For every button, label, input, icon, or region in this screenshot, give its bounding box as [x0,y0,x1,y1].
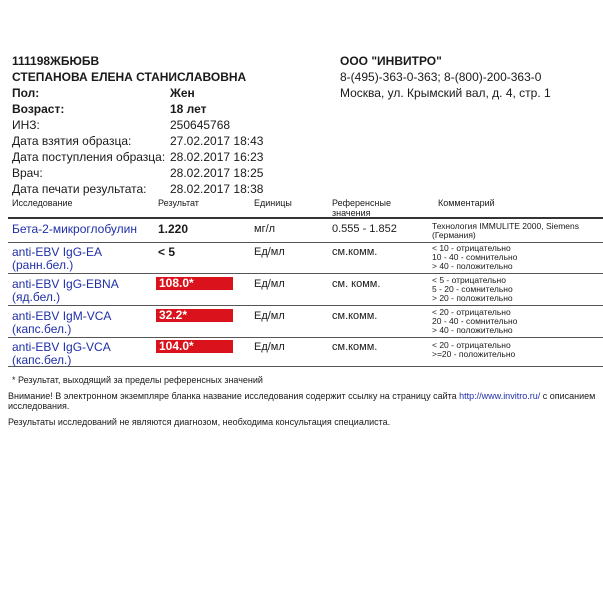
test-name[interactable]: anti-EBV IgG-EBNA [12,277,119,291]
patient-name: СТЕПАНОВА ЕЛЕНА СТАНИСЛАВОВНА [12,70,247,84]
test-name-subtitle[interactable]: (ранн.бел.) [12,258,74,272]
date-received-value: 28.02.2017 16:23 [170,150,264,164]
header-reference-line2: значения [332,208,371,218]
units-value: Ед/мл [254,278,285,290]
lab-address: Москва, ул. Крымский вал, д. 4, стр. 1 [340,86,551,100]
comment-line: < 5 - отрицательно [432,275,506,285]
comment-line: > 40 - положительно [432,261,513,271]
date-print-value: 28.02.2017 18:38 [170,182,264,196]
row-divider [8,337,603,338]
test-name[interactable]: anti-EBV IgM-VCA [12,309,112,323]
attention-note [8,391,595,401]
result-value: 1.220 [158,222,189,236]
reference-value: см. комм. [332,278,381,290]
flagged-result: 104.0* [156,340,233,353]
row-divider [8,273,603,274]
header-divider [8,217,603,219]
age-label: Возраст: [12,102,65,116]
flagged-result: 108.0* [156,277,233,290]
test-name[interactable]: anti-EBV IgG-EA [12,245,103,259]
date-taken-value: 27.02.2017 18:43 [170,134,264,148]
date-taken-label: Дата взятия образца: [12,134,132,148]
attention-text: Внимание! В электронном экземпляре бланка название исследования содержит ссылку на страницу сайта [8,391,457,401]
date-print-label: Дата печати результата: [12,182,147,196]
comment-line: < 20 - отрицательно [432,340,511,350]
reference-value: 0.555 - 1.852 [332,223,397,235]
result-value: < 5 [158,245,176,259]
test-name[interactable]: anti-EBV IgG-VCA [12,340,111,354]
row-divider [8,366,603,367]
lab-name: ООО "ИНВИТРО" [340,54,442,68]
reference-value: см.комм. [332,246,378,258]
header-units: Единицы [254,198,292,208]
inz-value: 250645768 [170,118,231,132]
invitro-link[interactable]: http://www.invitro.ru/ [459,391,541,401]
age-value: 18 лет [170,102,207,116]
test-name[interactable]: Бета-2-микроглобулин [12,222,138,236]
doctor-label: Врач: [12,166,43,180]
attention-suffix: с описанием [542,391,596,401]
row-divider [8,242,603,243]
disclaimer: Результаты исследований не являются диагнозом, необходима консультация специалиста. [8,417,391,427]
date-received-label: Дата поступления образца: [12,150,166,164]
units-value: Ед/мл [254,310,285,322]
test-name-subtitle[interactable]: (яд.бел.) [12,290,61,304]
comment-line: (Германия) [432,230,476,240]
reference-value: см.комм. [332,310,378,322]
asterisk-note: * Результат, выходящий за пределы референсных значений [12,375,263,385]
units-value: Ед/мл [254,246,285,258]
header-reference-line1: Референсные [332,198,391,208]
comment-line: 5 - 20 - сомнительно [432,284,513,294]
header-test: Исследование [12,198,73,208]
header-result: Результат [158,198,199,208]
patient-id: 111198ЖБЮБВ [12,54,100,68]
comment-line: > 20 - положительно [432,293,513,303]
comment-line: < 10 - отрицательно [432,243,511,253]
sex-value: Жен [170,86,195,100]
test-name-subtitle[interactable]: (капс.бел.) [12,353,72,367]
sex-label: Пол: [12,86,40,100]
flagged-result: 32.2* [156,309,233,322]
units-value: Ед/мл [254,341,285,353]
header-comment: Комментарий [438,198,495,208]
lab-phones: 8-(495)-363-0-363; 8-(800)-200-363-0 [340,70,542,84]
comment-line: > 40 - положительно [432,325,513,335]
comment-line: Технология IMMULITE 2000, Siemens [432,221,580,231]
units-value: мг/л [254,223,276,235]
reference-value: см.комм. [332,341,378,353]
row-divider [8,305,603,306]
test-name-subtitle[interactable]: (капс.бел.) [12,322,72,336]
inz-label: ИНЗ: [12,118,40,132]
comment-line: < 20 - отрицательно [432,307,511,317]
comment-line: 10 - 40 - сомнительно [432,252,518,262]
doctor-value: 28.02.2017 18:25 [170,166,264,180]
comment-line: 20 - 40 - сомнительно [432,316,518,326]
comment-line: >=20 - положительно [432,349,516,359]
attention-line2: исследования. [8,401,70,411]
